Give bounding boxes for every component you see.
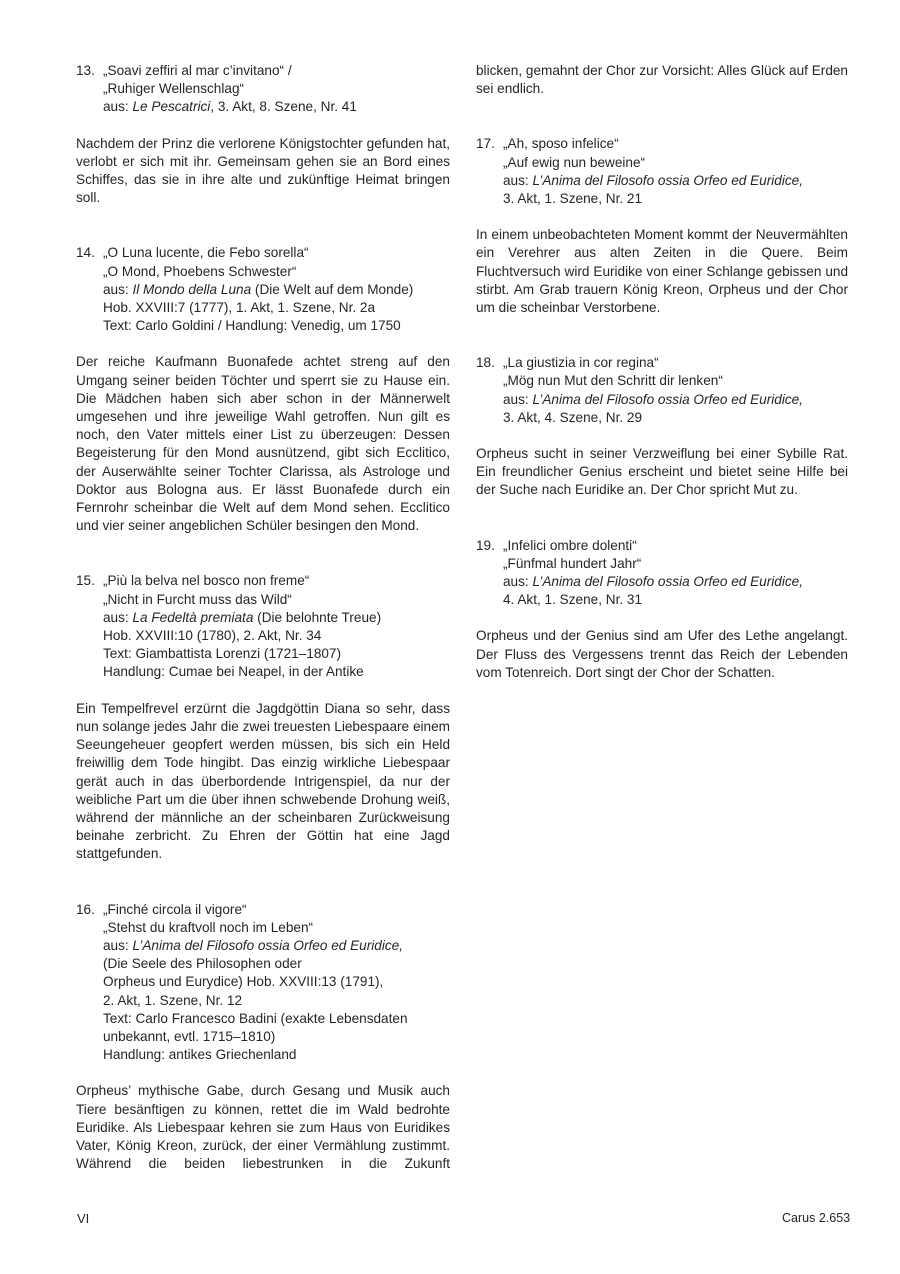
entry-17	[476, 135, 848, 208]
work-title: Le Pescatrici	[132, 99, 211, 115]
source-detail: 3. Akt, 1. Szene, Nr. 21	[503, 191, 643, 207]
source-detail: (Die Welt auf dem Monde)	[251, 281, 414, 297]
hoboken-reference: Hob. XXVIII:7 (1777), 1. Akt, 1. Szene, Nr. 2a	[103, 300, 376, 316]
setting: Handlung: antikes Griechenland	[103, 1047, 297, 1063]
setting: Handlung: Cumae bei Neapel, in der Antike	[103, 664, 364, 680]
synopsis-13: Nachdem der Prinz die verlorene Königstochter gefunden hat, verlobt er sich mit ihr. Gemeinsam gehen sie an Bord eines Schiffes, das sie in ihre alte und zukünftige Heimat bringen soll.	[76, 135, 450, 206]
source-detail: (Die Seele des Philosophen oder	[103, 956, 302, 972]
source-detail: (Die belohnte Treue)	[253, 609, 382, 625]
entry-title-german: „Nicht in Furcht muss das Wild“	[103, 591, 292, 607]
libretto-text: Text: Giambattista Lorenzi (1721–1807)	[103, 646, 342, 662]
entry-source	[103, 937, 450, 955]
source-detail: 2. Akt, 1. Szene, Nr. 12	[103, 992, 243, 1008]
source-prefix: aus:	[103, 281, 133, 297]
libretto-text: Text: Carlo Francesco Badini (exakte Lebensdaten	[103, 1010, 408, 1026]
source-prefix: aus:	[103, 99, 133, 115]
entry-number: 16.	[76, 901, 95, 917]
libretto-text: Text: Carlo Goldini / Handlung: Venedig, um 1750	[103, 318, 401, 334]
work-title: L’Anima del Filosofo ossia Orfeo ed Euridice,	[532, 391, 803, 407]
page-number: VI	[77, 1211, 90, 1226]
source-detail: , 3. Akt, 8. Szene, Nr. 41	[210, 99, 357, 115]
publisher-reference: Carus 2.653	[782, 1211, 851, 1225]
synopsis-17: In einem unbeobachteten Moment kommt der Neuvermählten ein Verehrer aus alten Zeiten in die Quere. Beim Fluchtversuch wird Euridike von einer Schlange gebissen und stirbt. Am Grab trauern König Kreon, Orpheus und der Chor um die scheinbar Verstorbene.	[476, 227, 848, 316]
entry-source	[103, 281, 450, 299]
work-title: L’Anima del Filosofo ossia Orfeo ed Euridice,	[532, 172, 803, 188]
left-column	[76, 62, 450, 1173]
entry-18	[476, 354, 848, 427]
entry-title-italian: „Ah, sposo infelice“	[503, 136, 619, 152]
entry-title-italian: „Finché circola il vigore“	[103, 901, 247, 917]
entry-title-italian: „Infelici ombre dolenti“	[503, 537, 637, 553]
synopsis-16-continued: blicken, gemahnt der Chor zur Vorsicht: Alles Glück auf Erden sei endlich.	[476, 63, 848, 97]
entry-source	[503, 391, 848, 409]
work-title: Il Mondo della Luna	[132, 281, 252, 297]
entry-title-italian: „La giustizia in cor regina“	[503, 355, 659, 371]
entry-number: 14.	[76, 245, 95, 261]
entry-title-italian: „O Luna lucente, die Febo sorella“	[103, 245, 309, 261]
hoboken-reference: Hob. XXVIII:10 (1780), 2. Akt, Nr. 34	[103, 628, 322, 644]
entry-13	[76, 62, 450, 117]
synopsis-19: Orpheus und der Genius sind am Ufer des Lethe angelangt. Der Fluss des Vergessens trennt das Reich der Lebenden vom Totenreich. Dort singt der Chor der Schatten.	[476, 628, 848, 680]
entry-source	[103, 98, 450, 116]
entry-number: 17.	[476, 136, 495, 152]
entry-15	[76, 572, 450, 681]
entry-source	[503, 573, 848, 591]
synopsis-18: Orpheus sucht in seiner Verzweiflung bei einer Sybille Rat. Ein freundlicher Genius erscheint und bietet seine Hilfe bei der Suche nach Euridike an. Der Chor spricht Mut zu.	[476, 446, 848, 498]
entry-title-german: „Ruhiger Wellenschlag“	[103, 81, 245, 97]
work-title: La Fedeltà premiata	[132, 609, 254, 625]
source-prefix: aus:	[103, 937, 133, 953]
entry-source	[503, 172, 848, 190]
entry-number: 15.	[76, 573, 95, 589]
entry-title-italian: „Soavi zeffiri al mar c’invitano“ /	[103, 63, 292, 78]
entry-19	[476, 537, 848, 610]
entry-16	[76, 901, 450, 1065]
entry-title-german: „Auf ewig nun beweine“	[503, 154, 646, 170]
libretto-text: unbekannt, evtl. 1715–1810)	[103, 1028, 276, 1044]
synopsis-16: Orpheus’ mythische Gabe, durch Gesang und Musik auch Tiere besänftigen zu können, rettet die im Wald bedrohte Euridike. Als Liebespaar kehren sie zum Haus von Euridikes Vater, König Kreon, zurück, der einer Vermählung zustimmt. Während die beiden liebestrunken in die Zukunft	[76, 1083, 450, 1172]
synopsis-15: Ein Tempelfrevel erzürnt die Jagdgöttin Diana so sehr, dass nun solange jedes Jahr die zwei treuesten Liebespaare einem Seeungeheuer geopfert werden müssen, bis sich ein Held freiwillig dem Tode hingibt. Das einzig wirkliche Liebespaar gerät auch in das überbordende Intrigenspiel, da nur der weibliche Part um die über ihnen schwebende Drohung weiß, während der männliche an der scheinbaren Zurückweisung beinahe zerbricht. Zu Ehren der Göttin hat eine Jagd stattgefunden.	[76, 700, 450, 862]
source-prefix: aus:	[103, 609, 133, 625]
source-detail: Orpheus und Eurydice) Hob. XXVIII:13 (1791),	[103, 974, 384, 990]
work-title: L’Anima del Filosofo ossia Orfeo ed Euridice,	[532, 574, 803, 590]
source-prefix: aus:	[503, 574, 533, 590]
entry-number: 19.	[476, 537, 495, 553]
entry-source	[103, 609, 450, 627]
entry-14	[76, 244, 450, 335]
entry-title-german: „Mög nun Mut den Schritt dir lenken“	[503, 373, 723, 389]
source-detail: 3. Akt, 4. Szene, Nr. 29	[503, 409, 643, 425]
source-prefix: aus:	[503, 391, 533, 407]
work-title: L’Anima del Filosofo ossia Orfeo ed Euridice,	[132, 937, 403, 953]
entry-title-german: „O Mond, Phoebens Schwester“	[103, 263, 297, 279]
entry-title-german: „Fünfmal hundert Jahr“	[503, 555, 642, 571]
right-column	[476, 62, 848, 682]
entry-title-italian: „Più la belva nel bosco non freme“	[103, 573, 310, 589]
entry-number: 18.	[476, 355, 495, 371]
source-detail: 4. Akt, 1. Szene, Nr. 31	[503, 592, 643, 608]
entry-number: 13.	[76, 63, 95, 78]
source-prefix: aus:	[503, 172, 533, 188]
entry-title-german: „Stehst du kraftvoll noch im Leben“	[103, 919, 314, 935]
synopsis-14: Der reiche Kaufmann Buonafede achtet streng auf den Umgang seiner beiden Töchter und sperrt sie zu Hause ein. Die Mädchen haben sich aber schon in der Männerwelt umgesehen und ihre jeweilige Wahl getroffen. Nun gilt es noch, den Vater mittels einer List zu überzeugen: Dessen Begeisterung für den Mond ausnützend, gibt sich Ecclitico, der Auserwählte seiner Tochter Clarissa, als Astrologe und Doktor aus Bologna aus. Er lässt Buonafede durch ein Fernrohr scheinbar die Welt auf dem Mond sehen. Ecclitico und vier seiner angeblichen Schüler besingen den Mond.	[76, 354, 450, 534]
